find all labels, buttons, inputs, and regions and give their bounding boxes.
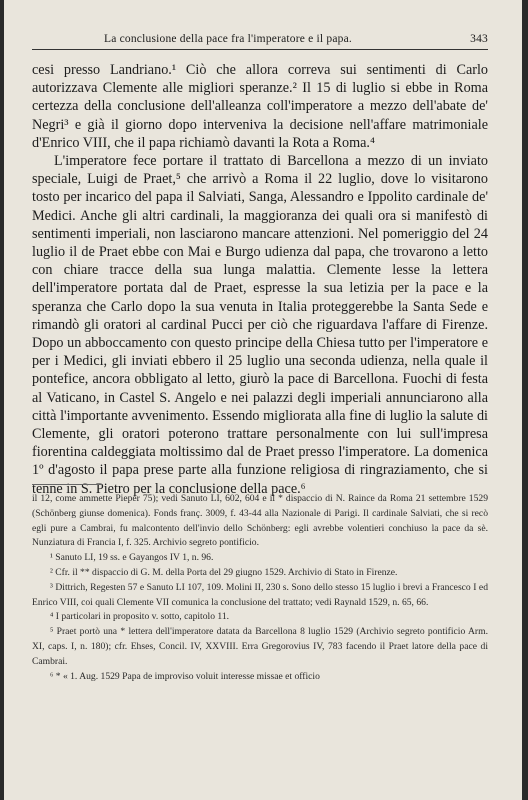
footnote-1: ¹ Sanuto LI, 19 ss. e Gayangos IV 1, n. 96. (50, 552, 214, 564)
page-number: 343 (470, 33, 488, 45)
main-text (32, 61, 488, 498)
running-header (32, 33, 488, 50)
footnote-6: ⁶ * « 1. Aug. 1529 Papa de improviso voluit interesse missae et officio (50, 670, 320, 682)
footnote-2: ² Cfr. il ** dispaccio di G. M. della Porta del 29 giugno 1529. Archivio di Stato in Firenze. (50, 566, 398, 578)
paragraph-treaty: L'imperatore fece portare il trattato di Barcellona a mezzo di un inviato speciale, Luigi de Praet,⁵ che arrivò a Roma il 22 luglio, dove lo visitarono tosto per incarico del papa il Salviati, Sanga, Alessandro e Ippolito cardinale de' Medici. Anche gli altri cardinali, la maggioranza dei quali ora si manifestò di sentimenti imperiali, non lasciarono mancare attenzioni. Nel pomeriggio del 24 luglio il de Praet ebbe con Mai e Burgo udienza dal papa, che trovarono a letto con chiare tracce della sua lunga malattia. Clemente lesse la lettera dell'imperatore portata dal de Praet, espresse la sua letizia per la pace e la speranza che Carlo dopo la sua venuta in Italia proteggerebbe la Santa Sede e rimandò gli oratori al cardinal Pucci per ciò che riguardava l'affare di Firenze. Dopo un abboccamento con questo principe della Chiesa tutto per l'imperatore e per i Medici, gli inviati ebbero il 25 luglio una seconda udienza, nella quale il pontefice, ancora obbligato al letto, giurò la pace di Barcellona. Fuochi di festa al Vaticano, in Castel S. Angelo e nei palazzi degli imperiali annunciarono alla città l'importante avvenimento. Essendo migliorata alla fine di luglio la salute di Clemente, gli oratori poterono trattare personalmente con lui sull'impresa fiorentina caldeggiata moltissimo dal de Praet presso l'imperatore. La domenica 1º d'agosto il papa prese parte alla funzione religiosa di ringraziamento, che si tenne in S. Pietro per la conclusione della pace.⁶ (32, 153, 488, 497)
book-page (4, 0, 522, 800)
paragraph-continuation: cesi presso Landriano.¹ Ciò che allora correva sui sentimenti di Carlo autorizzava Clemente alle migliori speranze.² Il 15 di luglio si ebbe in Roma certezza della conclusione dell'alleanza coll'imperatore a mezzo dell'abate de' Negri³ e già il giorno dopo interveniva la decisione nell'affare matrimoniale d'Enrico VIII, che il papa richiamò davanti la Rota a Roma.⁴ (32, 62, 488, 151)
footnotes (32, 492, 488, 684)
footnote-separator (32, 484, 102, 485)
footnote-4: ⁴ I particolari in proposito v. sotto, capitolo 11. (50, 611, 230, 623)
footnote-3: ³ Dittrich, Regesten 57 e Sanuto LI 107, 109. Molini II, 230 s. Sono dello stesso 15 luglio i brevi a Francesco I ed Enrico VIII, coi quali Clemente VII comunica la conclusione del trattato; vedi Raynald 1529, n. 65, 66. (32, 581, 488, 608)
footnote-5: ⁵ Praet portò una * lettera dell'imperatore datata da Barcellona 8 luglio 1529 (Archivio segreto pontificio Arm. XI, caps. I, n. 180); cfr. Ehses, Concil. IV, XXVIII. Erra Gregorovius IV, 783 facendo il Praet latore della pace di Cambrai. (32, 626, 488, 667)
running-title: La conclusione della pace fra l'imperatore e il papa. (104, 33, 352, 45)
footnote-continued: il 12, come ammette Pieper 75); vedi Sanuto LI, 602, 604 e il * dispaccio di N. Raince da Roma 21 settembre 1529 (Schönberg giunse domenica). Fonds franç. 3009, f. 43-44 alla Nazionale di Parigi. Il cardinale Salviati, che si recò egli pure a Cambrai, fu malcontento dell'invio dello Schönberg: egli avrebbe volentieri conchiuso la pace da sè. Nunziatura di Francia I, f. 325. Archivio segreto pontificio. (32, 493, 488, 549)
